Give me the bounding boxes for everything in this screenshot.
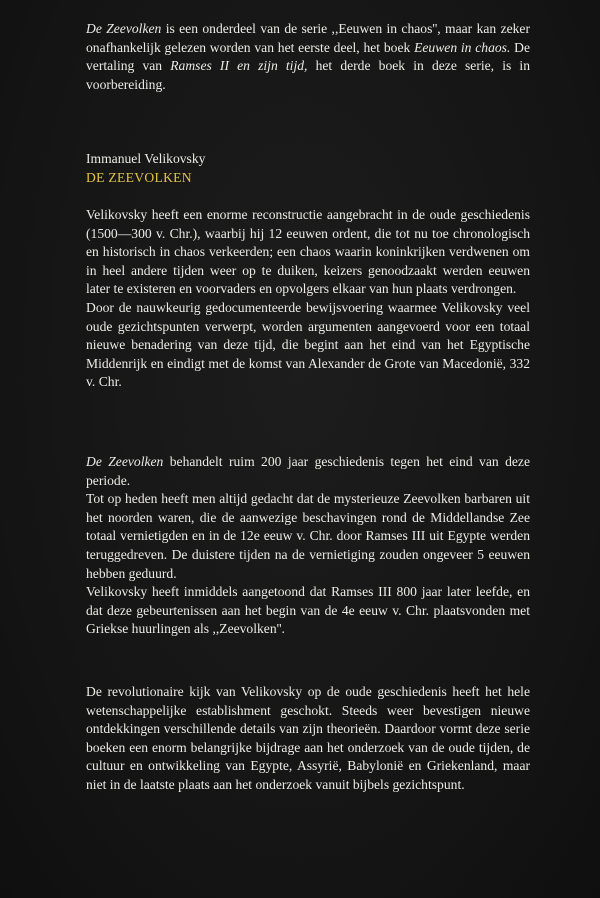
book-title: DE ZEEVOLKEN [86, 169, 192, 185]
section-zeevolken [86, 453, 530, 639]
intro-book-italic: Eeuwen in chaos. [414, 39, 511, 55]
section1-paragraph-2: Door de nauwkeurig gedocumenteerde bewijsvoering waarmee Velikovsky veel oude gezichtspunten verwerpt, worden argumenten aangevoerd voor een totaal nieuwe benadering van deze tijd, die begint aan het eind van het Egyptische Middenrijk en eindigt met de komst van Alexander de Grote van Macedonië, 332 v. Chr. [86, 299, 530, 390]
section2-paragraph-1 [86, 453, 530, 490]
section1-paragraph-1: Velikovsky heeft een enorme reconstructie aangebracht in de oude geschiedenis (1500—300 v. Chr.), waarbij hij 12 eeuwen ordent, die tot nu toe chronologisch en historisch in chaos verkeerden; een chaos waarin koninkrijken verdwenen om in heel andere tijden weer op te duiken, keizers genoodzaakt werden eeuwen later te existeren en voorvaders en opvolgers elkaar van hun plaats verdrongen. [86, 207, 530, 297]
author-title-block [86, 150, 530, 187]
section2-paragraph-2: Tot op heden heeft men altijd gedacht dat de mysterieuze Zeevolken barbaren uit het noorden waren, die de aanwezige beschavingen rond de Middellandse Zee totaal vernietigden en in de 12e eeuw v. Chr. door Ramses III uit Egypte werden teruggedreven. De duistere tijden na de vernietiging zouden ongeveer 5 eeuwen hebben geduurd. [86, 491, 530, 581]
section2-title-italic: De Zeevolken [86, 454, 164, 469]
section-revolutionary [86, 683, 530, 795]
author-name: Immanuel Velikovsky [86, 151, 206, 166]
section2-paragraph-1-rest: behandelt ruim 200 jaar geschiedenis tegen het eind van deze periode. [86, 454, 530, 488]
intro-text [86, 20, 530, 94]
section-reconstruction [86, 206, 530, 392]
intro-text-part-1: is een onderdeel van de serie ,,Eeuwen in chaos'', maar kan zeker onafhankelijk gelezen worden van het eerste deel, het boek [86, 21, 530, 55]
intro-text-part-3: het derde boek in deze serie, is in voorbereiding. [86, 58, 530, 92]
intro-title-italic: De Zeevolken [86, 21, 162, 36]
intro-paragraph [86, 20, 530, 94]
intro-text-part-2: De vertaling van [86, 39, 531, 74]
section2-paragraph-3: Velikovsky heeft inmiddels aangetoond dat Ramses III 800 jaar later leefde, en dat deze gebeurtenissen aan het begin van de 4e eeuw v. Chr. plaatsvonden met Griekse huurlingen als ,,Zeevolken''. [86, 584, 530, 637]
intro-ramses-italic: Ramses II en zijn tijd, [170, 58, 308, 74]
section3-paragraph-1: De revolutionaire kijk van Velikovsky op de oude geschiedenis heeft het hele wetenschappelijke establishment geschokt. Steeds weer bevestigen nieuwe ontdekkingen verschillende details van zijn theorieën. Daardoor vormt deze serie boeken een enorm belangrijke bijdrage aan het onderzoek van de oude tijden, de cultuur en ontwikkeling van Egypte, Assyrië, Babylonië en Griekenland, maar niet in de laatste plaats aan het onderzoek vanuit bijbels gezichtspunt. [86, 684, 530, 792]
